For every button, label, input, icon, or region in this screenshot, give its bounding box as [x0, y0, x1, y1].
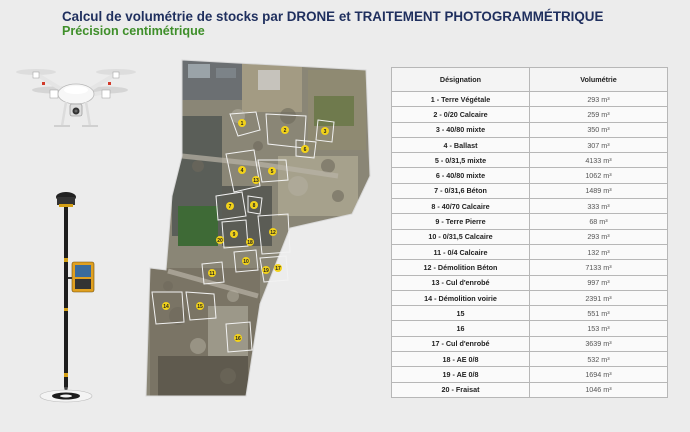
table-row: [392, 290, 668, 305]
column-header-volumetrie: Volumétrie: [530, 68, 668, 92]
stock-label-18: 18: [247, 240, 253, 246]
table-row: [392, 153, 668, 168]
table-row: [392, 260, 668, 275]
table-row: [392, 168, 668, 183]
designation-cell: 17 - Cul d'enrobé: [392, 336, 530, 351]
aerial-orthophoto-map: [138, 56, 374, 398]
designation-cell: 13 - Cul d'enrobé: [392, 275, 530, 290]
designation-cell: 11 - 0/4 Calcaire: [392, 244, 530, 259]
stock-label-4: 4: [240, 168, 244, 174]
stock-label-11: 11: [209, 271, 215, 277]
stock-label-1: 1: [240, 121, 244, 127]
drone-icon: [14, 60, 136, 132]
stock-label-20: 20: [217, 238, 223, 244]
volumetrie-cell: 259 m³: [530, 107, 668, 122]
volumetrie-cell: 307 m³: [530, 137, 668, 152]
volumetrie-cell: 997 m³: [530, 275, 668, 290]
designation-cell: 2 - 0/20 Calcaire: [392, 107, 530, 122]
designation-cell: 10 - 0/31,5 Calcaire: [392, 229, 530, 244]
stock-label-19: 19: [263, 268, 269, 274]
designation-cell: 16: [392, 321, 530, 336]
stock-label-15: 15: [197, 304, 203, 310]
stock-label-10: 10: [243, 259, 249, 265]
column-header-designation: Désignation: [392, 68, 530, 92]
volumetrie-cell: 3639 m³: [530, 336, 668, 351]
volumetrie-cell: 293 m³: [530, 92, 668, 107]
table-row: [392, 137, 668, 152]
volumetrie-cell: 132 m³: [530, 244, 668, 259]
table-row: [392, 122, 668, 137]
designation-cell: 8 - 40/70 Calcaire: [392, 199, 530, 214]
volumetrie-cell: 2391 m³: [530, 290, 668, 305]
volumetrie-cell: 333 m³: [530, 199, 668, 214]
table-row: [392, 336, 668, 351]
volumetrie-cell: 68 m³: [530, 214, 668, 229]
designation-cell: 9 - Terre Pierre: [392, 214, 530, 229]
volumetrie-cell: 153 m³: [530, 321, 668, 336]
page-subtitle: Précision centimétrique: [62, 24, 205, 38]
designation-cell: 6 - 40/80 mixte: [392, 168, 530, 183]
stock-label-3: 3: [323, 129, 327, 135]
volumetrie-cell: 1062 m³: [530, 168, 668, 183]
stock-label-6: 6: [303, 147, 307, 153]
designation-cell: 3 - 40/80 mixte: [392, 122, 530, 137]
stock-label-13: 13: [253, 178, 259, 184]
volumetrie-cell: 532 m³: [530, 352, 668, 367]
stock-label-12: 12: [270, 230, 276, 236]
table-row: [392, 183, 668, 198]
stock-label-17: 17: [275, 266, 281, 272]
volume-table-container: [391, 67, 667, 398]
volumetrie-cell: 1694 m³: [530, 367, 668, 382]
volumetrie-cell: 4133 m³: [530, 153, 668, 168]
table-row: [392, 229, 668, 244]
table-row: [392, 199, 668, 214]
table-row: [392, 352, 668, 367]
designation-cell: 5 - 0/31,5 mixte: [392, 153, 530, 168]
volumetrie-cell: 1046 m³: [530, 382, 668, 397]
table-header-row: [392, 68, 668, 92]
table-row: [392, 275, 668, 290]
designation-cell: 14 - Démolition voirie: [392, 290, 530, 305]
table-row: [392, 306, 668, 321]
designation-cell: 4 - Ballast: [392, 137, 530, 152]
volume-table: [391, 67, 668, 398]
volumetrie-cell: 350 m³: [530, 122, 668, 137]
stock-label-7: 7: [228, 204, 232, 210]
designation-cell: 20 - Fraisat: [392, 382, 530, 397]
stock-label-16: 16: [235, 336, 241, 342]
designation-cell: 19 - AE 0/8: [392, 367, 530, 382]
table-row: [392, 244, 668, 259]
page-title: Calcul de volumétrie de stocks par DRONE et TRAITEMENT PHOTOGRAMMÉTRIQUE: [62, 9, 604, 24]
stock-label-8: 8: [252, 203, 256, 209]
designation-cell: 7 - 0/31,6 Béton: [392, 183, 530, 198]
stock-label-14: 14: [163, 304, 169, 310]
gnss-rover-pole-icon: [36, 188, 112, 406]
designation-cell: 18 - AE 0/8: [392, 352, 530, 367]
stock-label-9: 9: [232, 232, 236, 238]
volumetrie-cell: 293 m³: [530, 229, 668, 244]
table-row: [392, 214, 668, 229]
table-row: [392, 92, 668, 107]
stock-label-2: 2: [283, 128, 287, 134]
volumetrie-cell: 551 m³: [530, 306, 668, 321]
table-row: [392, 382, 668, 397]
volumetrie-cell: 7133 m³: [530, 260, 668, 275]
designation-cell: 12 - Démolition Béton: [392, 260, 530, 275]
table-row: [392, 321, 668, 336]
designation-cell: 15: [392, 306, 530, 321]
designation-cell: 1 - Terre Végétale: [392, 92, 530, 107]
table-row: [392, 367, 668, 382]
table-row: [392, 107, 668, 122]
stock-label-5: 5: [270, 169, 274, 175]
volumetrie-cell: 1489 m³: [530, 183, 668, 198]
